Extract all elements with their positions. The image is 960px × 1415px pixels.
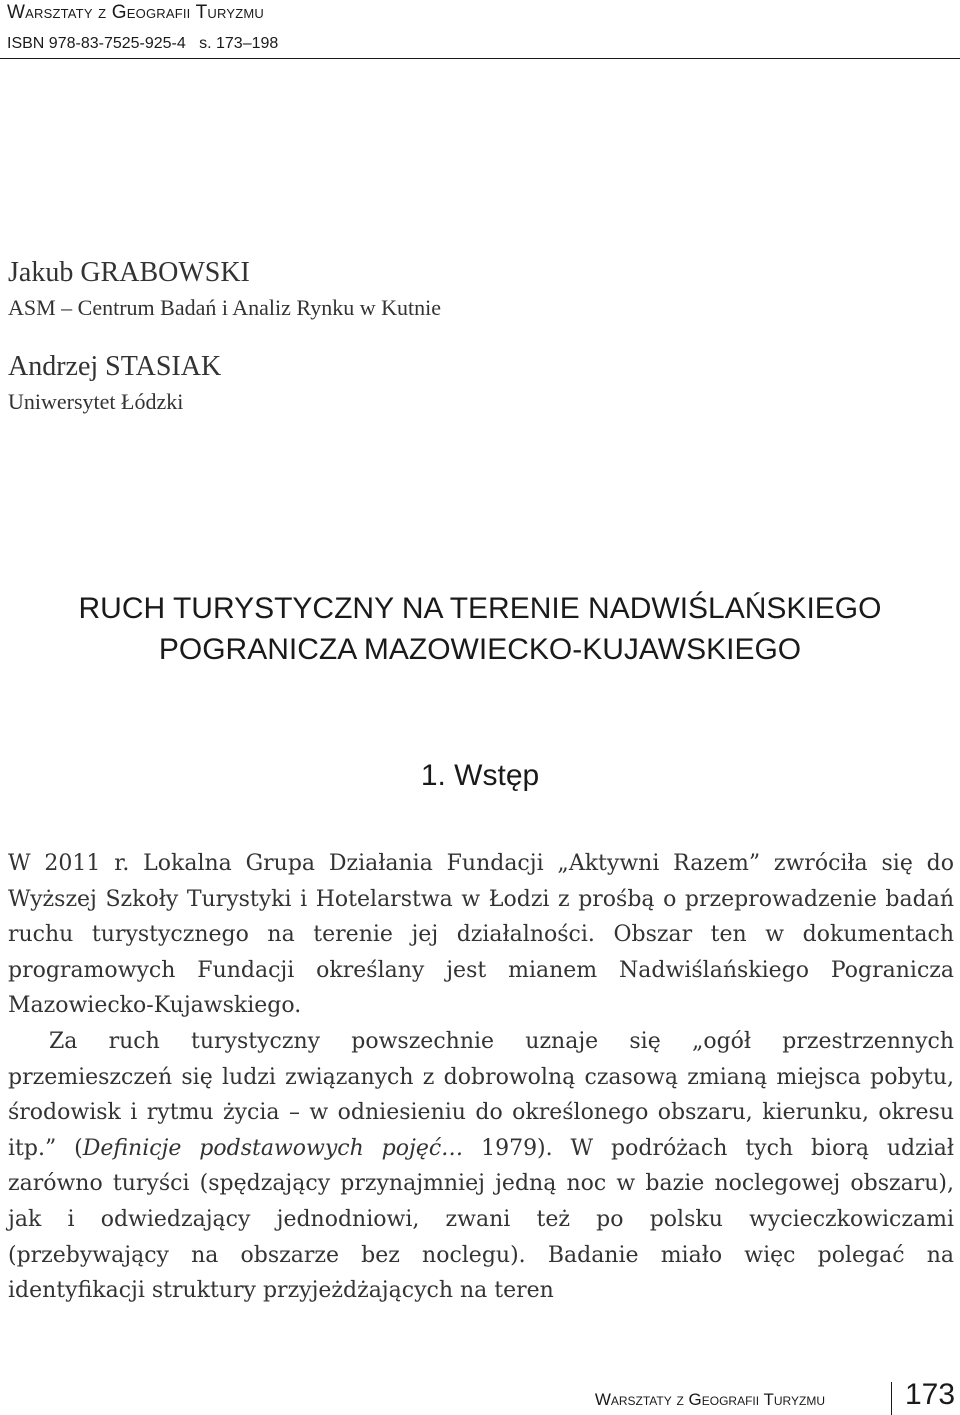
page-number: 173	[905, 1378, 956, 1411]
author-affiliation: ASM – Centrum Badań i Analiz Rynku w Kutnie	[8, 295, 441, 320]
paragraph	[8, 1024, 954, 1309]
section-heading: 1. Wstęp	[420, 759, 540, 792]
title-line: RUCH TURYSTYCZNY NA TERENIE NADWIŚLAŃSKIEGO	[78, 592, 882, 625]
paragraph: W 2011 r. Lokalna Grupa Działania Fundacji „Aktywni Razem” zwróciła się do Wyższej Szkoły Turystyki i Hotelarstwa w Łodzi z prośbą o przeprowadzenie badań ruchu turystycznego na terenie jej działalności. Obszar ten w dokumentach programowych Fundacji określany jest mianem Nadwiślańskiego Pogranicza Mazowiecko-Kujawskiego.	[8, 851, 954, 1019]
body-text	[8, 846, 954, 1309]
paragraph-text: Za ruch turystyczny powszechnie uznaje się „ogół przestrzennych przemieszczeń się ludzi związanych z dobrowolną czasową zmianą miejsca pobytu, środowisk i rytmu życia – w odniesieniu do określonego obszaru, kierunku, okresu itp.” (	[8, 1028, 954, 1161]
isbn-line: ISBN 978-83-7525-925-4 s. 173–198	[7, 35, 279, 52]
paragraph-text: 1979). W podróżach tych biorą udział zarówno turyści (spędzający przynajmniej jedną noc w bazie noclegowej obszaru), jak i odwiedzający jednodniowi, zwani też po polsku wycieczkowiczami (przebywający na obszarze bez noclegu). Badanie miało więc polegać na identyfikacji struktury przyjeżdżających na teren	[8, 1135, 954, 1304]
title-line: POGRANICZA MAZOWIECKO-KUJAWSKIEGO	[158, 633, 802, 666]
footer-journal: Warsztaty z Geografii Turyzmu	[594, 1390, 825, 1409]
footer-divider	[891, 1382, 892, 1415]
author-name: Andrzej STASIAK	[8, 351, 222, 382]
citation-title: Definicje podstawowych pojęć…	[82, 1135, 464, 1161]
author-name: Jakub GRABOWSKI	[8, 257, 250, 288]
authors-block	[8, 255, 441, 443]
article-title	[0, 588, 960, 670]
running-head-journal: Warsztaty z Geografii Turyzmu	[7, 2, 265, 23]
page-footer	[0, 1378, 960, 1415]
header-rule	[0, 58, 960, 59]
author-affiliation: Uniwersytet Łódzki	[8, 389, 184, 414]
